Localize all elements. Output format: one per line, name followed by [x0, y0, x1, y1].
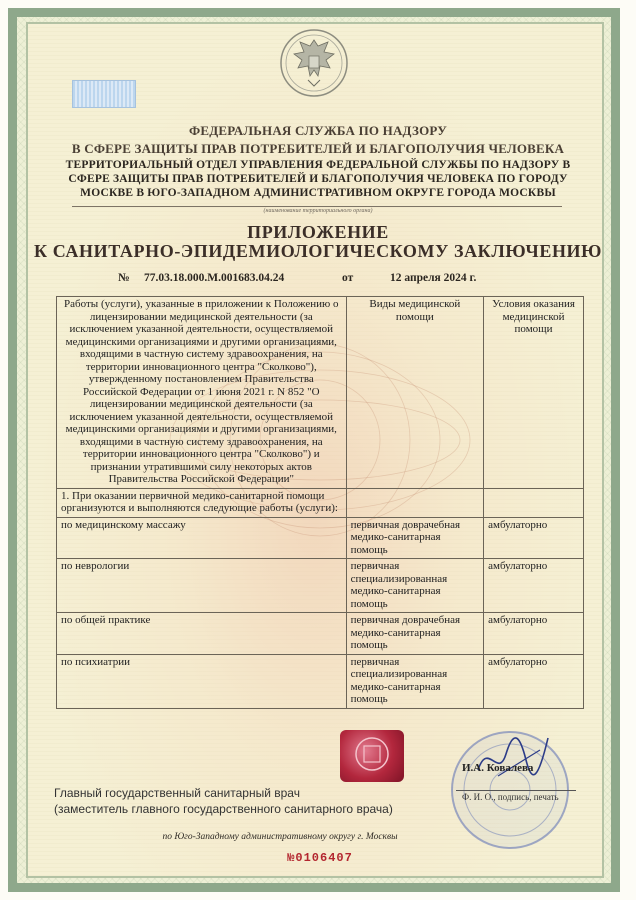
table-header-row — [57, 297, 584, 489]
department-line: СФЕРЕ ЗАЩИТЫ ПРАВ ПОТРЕБИТЕЛЕЙ И БЛАГОПОЛУЧИЯ ЧЕЛОВЕКА ПО ГОРОДУ — [68, 173, 568, 185]
cell-condition: амбулаторно — [484, 654, 584, 708]
agency-name-line1: ФЕДЕРАЛЬНАЯ СЛУЖБА ПО НАДЗОРУ — [189, 123, 447, 138]
handwritten-signature — [468, 730, 558, 788]
form-serial-number: №0106407 — [287, 851, 353, 865]
services-table — [56, 296, 584, 709]
header-works: Работы (услуги), указанные в приложении к Положению о лицензировании медицинской деятельности (за исключением указанной деятельности, осуществляемой медицинскими организациями и другими организациями, входящими в частную систему здравоохранения, на территории инновационного центра "Сколково"), утвержденному постановлением Правительства Российской Федерации от 1 июня 2021 г. N 852 "О лицензировании медицинской деятельности (за исключением указанной деятельности, осуществляемой медицинскими организациями и другими организациями, входящими в частную систему здравоохранения, на территории инновационного центра "Сколково") и признании утратившими силу некоторых актов Правительства Российской Федерации" — [57, 297, 347, 489]
table-row — [57, 654, 584, 708]
chief-doctor-subtitle: (заместитель главного государственного санитарного врача) — [54, 802, 393, 816]
cell-condition: амбулаторно — [484, 517, 584, 559]
document-title-line1: ПРИЛОЖЕНИЕ — [247, 222, 389, 242]
table-row — [57, 613, 584, 655]
section-empty-cell — [346, 488, 484, 517]
hologram-strip — [72, 80, 136, 108]
table-section-row — [57, 488, 584, 517]
number-label: № — [118, 272, 130, 284]
header-care-kind: Виды медицинской помощи — [346, 297, 484, 489]
cell-work: по психиатрии — [57, 654, 347, 708]
cell-kind: первичная доврачебная медико-санитарная помощь — [346, 613, 484, 655]
district-note: по Юго-Западному административному округу г. Москвы — [162, 832, 398, 842]
coat-of-arms-icon — [278, 28, 350, 98]
department-line: ТЕРРИТОРИАЛЬНЫЙ ОТДЕЛ УПРАВЛЕНИЯ ФЕДЕРАЛЬНОЙ СЛУЖБЫ ПО НАДЗОРУ В — [65, 159, 571, 171]
department-line: МОСКВЕ В ЮГО-ЗАПАДНОМ АДМИНИСТРАТИВНОМ ОКРУГЕ ГОРОДА МОСКВЫ — [80, 187, 556, 199]
section-title: 1. При оказании первичной медико-санитарной помощи организуются и выполняются следующие работы (услуги): — [57, 488, 347, 517]
cell-work: по общей практике — [57, 613, 347, 655]
table-row — [57, 559, 584, 613]
signature-line — [456, 790, 576, 791]
section-empty-cell — [484, 488, 584, 517]
cell-work: по неврологии — [57, 559, 347, 613]
conclusion-number: 77.03.18.000.М.001683.04.24 — [144, 272, 285, 284]
from-label: от — [342, 272, 354, 284]
conclusion-date: 12 апреля 2024 г. — [390, 272, 477, 284]
document-title-line2: К САНИТАРНО-ЭПИДЕМИОЛОГИЧЕСКОМУ ЗАКЛЮЧЕНИЮ — [33, 241, 603, 261]
cell-condition: амбулаторно — [484, 613, 584, 655]
cell-kind: первичная специализированная медико-санитарная помощь — [346, 654, 484, 708]
cell-work: по медицинскому массажу — [57, 517, 347, 559]
cell-kind: первичная специализированная медико-санитарная помощь — [346, 559, 484, 613]
header-conditions: Условия оказания медицинской помощи — [484, 297, 584, 489]
table-row — [57, 517, 584, 559]
cell-condition: амбулаторно — [484, 559, 584, 613]
department-name — [0, 158, 636, 200]
signer-name: И.А. Ковалева — [462, 762, 534, 774]
agency-name-line2: В СФЕРЕ ЗАЩИТЫ ПРАВ ПОТРЕБИТЕЛЕЙ И БЛАГОПОЛУЧИЯ ЧЕЛОВЕКА — [71, 141, 565, 156]
cell-kind: первичная доврачебная медико-санитарная помощь — [346, 517, 484, 559]
hologram-seal-icon — [340, 730, 404, 782]
department-underline — [72, 206, 562, 207]
signature-note: Ф. И. О., подпись, печать — [462, 792, 559, 802]
department-underline-note: (наименование территориального органа) — [263, 208, 373, 214]
chief-doctor-title: Главный государственный санитарный врач — [54, 786, 300, 800]
